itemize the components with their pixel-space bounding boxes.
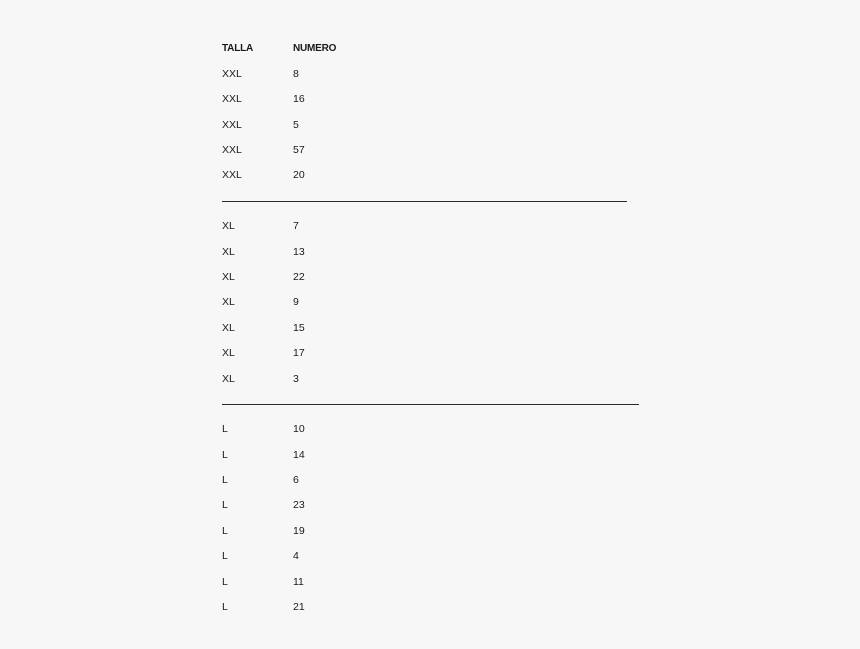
size-number-table <box>222 36 662 620</box>
number-cell: 8 <box>293 67 299 80</box>
number-cell: 11 <box>293 575 304 588</box>
size-cell: XXL <box>222 169 242 182</box>
size-cell: L <box>222 423 228 436</box>
number-cell: 14 <box>293 448 305 461</box>
size-cell: L <box>222 575 228 588</box>
group-separator <box>222 188 662 213</box>
size-cell: L <box>222 524 228 537</box>
table-row <box>222 468 662 493</box>
number-cell: 4 <box>293 550 299 563</box>
table-row <box>222 138 662 163</box>
size-cell: L <box>222 550 228 563</box>
size-cell: XL <box>222 245 235 258</box>
number-cell: 15 <box>293 321 305 334</box>
number-cell: 21 <box>293 601 305 614</box>
table-row <box>222 214 662 239</box>
size-cell: XXL <box>222 67 242 80</box>
table-row <box>222 163 662 188</box>
size-cell: XXL <box>222 93 242 106</box>
number-cell: 7 <box>293 220 299 233</box>
number-cell: 23 <box>293 499 305 512</box>
table-row <box>222 442 662 467</box>
table-row <box>222 518 662 543</box>
size-cell: XL <box>222 270 235 283</box>
size-cell: XXL <box>222 144 242 156</box>
number-cell: 5 <box>293 118 299 131</box>
size-cell: XL <box>222 321 235 334</box>
table-row <box>222 239 662 264</box>
table-row <box>222 595 662 620</box>
header-numero: NUMERO <box>293 42 337 54</box>
table-row <box>222 112 662 137</box>
table-row <box>222 61 662 86</box>
size-cell: L <box>222 601 228 614</box>
table-row <box>222 315 662 340</box>
table-row <box>222 341 662 366</box>
size-cell: XL <box>222 347 235 360</box>
number-cell: 16 <box>293 93 305 106</box>
size-cell: L <box>222 474 228 487</box>
group-separator <box>222 391 662 416</box>
table-row <box>222 493 662 518</box>
size-cell: XL <box>222 296 235 309</box>
table-row <box>222 87 662 112</box>
table-row <box>222 544 662 569</box>
table-row <box>222 569 662 594</box>
number-cell: 19 <box>293 524 305 537</box>
number-cell: 57 <box>293 144 305 156</box>
size-cell: L <box>222 499 228 512</box>
size-cell: XL <box>222 372 235 385</box>
header-talla: TALLA <box>222 42 254 54</box>
number-cell: 13 <box>293 245 305 258</box>
separator-line <box>222 201 627 202</box>
table-row <box>222 290 662 315</box>
number-cell: 3 <box>293 372 299 385</box>
table-row <box>222 366 662 391</box>
size-cell: L <box>222 448 228 461</box>
number-cell: 9 <box>293 296 299 309</box>
number-cell: 22 <box>293 270 305 283</box>
table-header <box>222 36 662 61</box>
number-cell: 10 <box>293 423 305 436</box>
separator-line <box>222 404 639 405</box>
table-row <box>222 265 662 290</box>
number-cell: 6 <box>293 474 299 487</box>
size-cell: XL <box>222 220 235 233</box>
number-cell: 20 <box>293 169 305 182</box>
table-row <box>222 417 662 442</box>
number-cell: 17 <box>293 347 305 360</box>
size-cell: XXL <box>222 118 242 131</box>
